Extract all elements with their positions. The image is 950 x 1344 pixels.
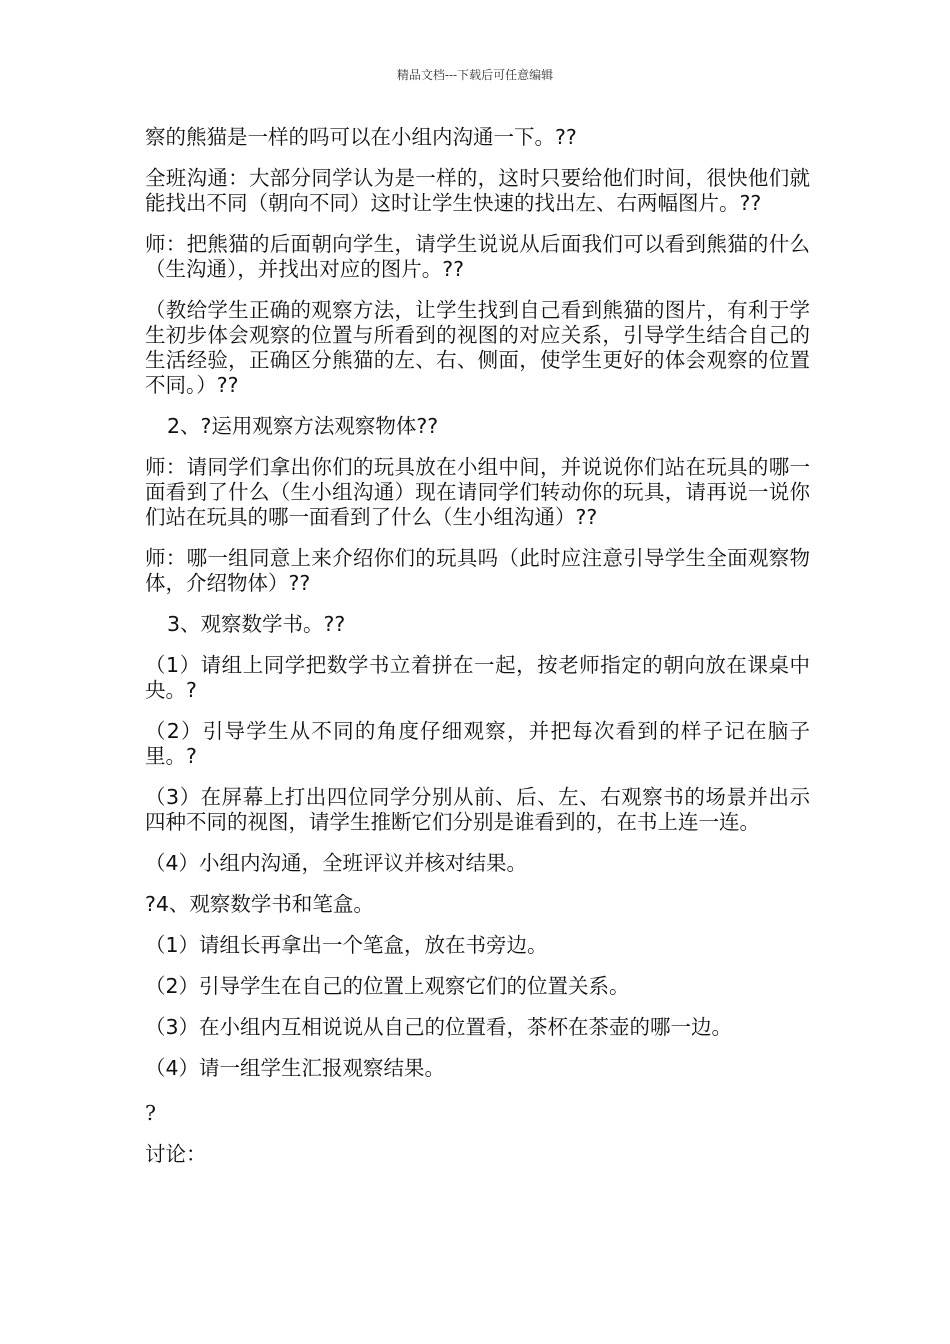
paragraph: 察的熊猫是一样的吗可以在小组内沟通一下。?? [145,125,577,149]
section-heading: 2、?运用观察方法观察物体?? [167,414,439,438]
page-header: 精品文档---下载后可任意编辑 [396,68,554,82]
list-item: （4）小组内沟通，全班评议并核对结果。 [145,851,528,875]
paragraph: 师：请同学们拿出你们的玩具放在小组中间，并说说你们站在玩具的哪一面看到了什么（生小组沟通）现在请同学们转动你的玩具，请再说一说你们站在玩具的哪一面看到了什么（生小组沟通）?? [145,455,810,529]
stray-mark: ? [145,1101,156,1125]
paragraph: 全班沟通：大部分同学认为是一样的，这时只要给他们时间，很快他们就能找出不同（朝向不同）这时让学生快速的找出左、右两幅图片。?? [145,166,810,215]
paragraph: （教给学生正确的观察方法，让学生找到自己看到熊猫的图片，有利于学生初步体会观察的位置与所看到的视图的对应关系，引导学生结合自己的生活经验，正确区分熊猫的左、右、侧面，使学生更好的体会观察的位置不同。）?? [145,298,810,397]
discussion-label: 讨论： [145,1142,207,1166]
list-item: （3）在屏幕上打出四位同学分别从前、后、左、右观察书的场景并出示四种不同的视图，请学生推断它们分别是谁看到的，在书上连一连。 [145,785,810,834]
list-item: （2）引导学生从不同的角度仔细观察，并把每次看到的样子记在脑子里。? [145,719,810,768]
list-item: （2）引导学生在自己的位置上观察它们的位置关系。 [145,974,630,998]
paragraph: 师：把熊猫的后面朝向学生，请学生说说从后面我们可以看到熊猫的什么（生沟通），并找出对应的图片。?? [145,232,810,281]
paragraph: 师：哪一组同意上来介绍你们的玩具吗（此时应注意引导学生全面观察物体，介绍物体）?? [145,546,810,595]
list-item: （1）请组长再拿出一个笔盒，放在书旁边。 [145,933,548,957]
document-body [145,125,810,1183]
list-item: （3）在小组内互相说说从自己的位置看，茶杯在茶壶的哪一边。 [145,1015,733,1039]
list-item: （1）请组上同学把数学书立着拼在一起，按老师指定的朝向放在课桌中央。? [145,653,810,702]
section-heading: ?4、观察数学书和笔盒。 [145,892,374,916]
list-item: （4）请一组学生汇报观察结果。 [145,1056,446,1080]
section-heading: 3、观察数学书。?? [167,612,346,636]
